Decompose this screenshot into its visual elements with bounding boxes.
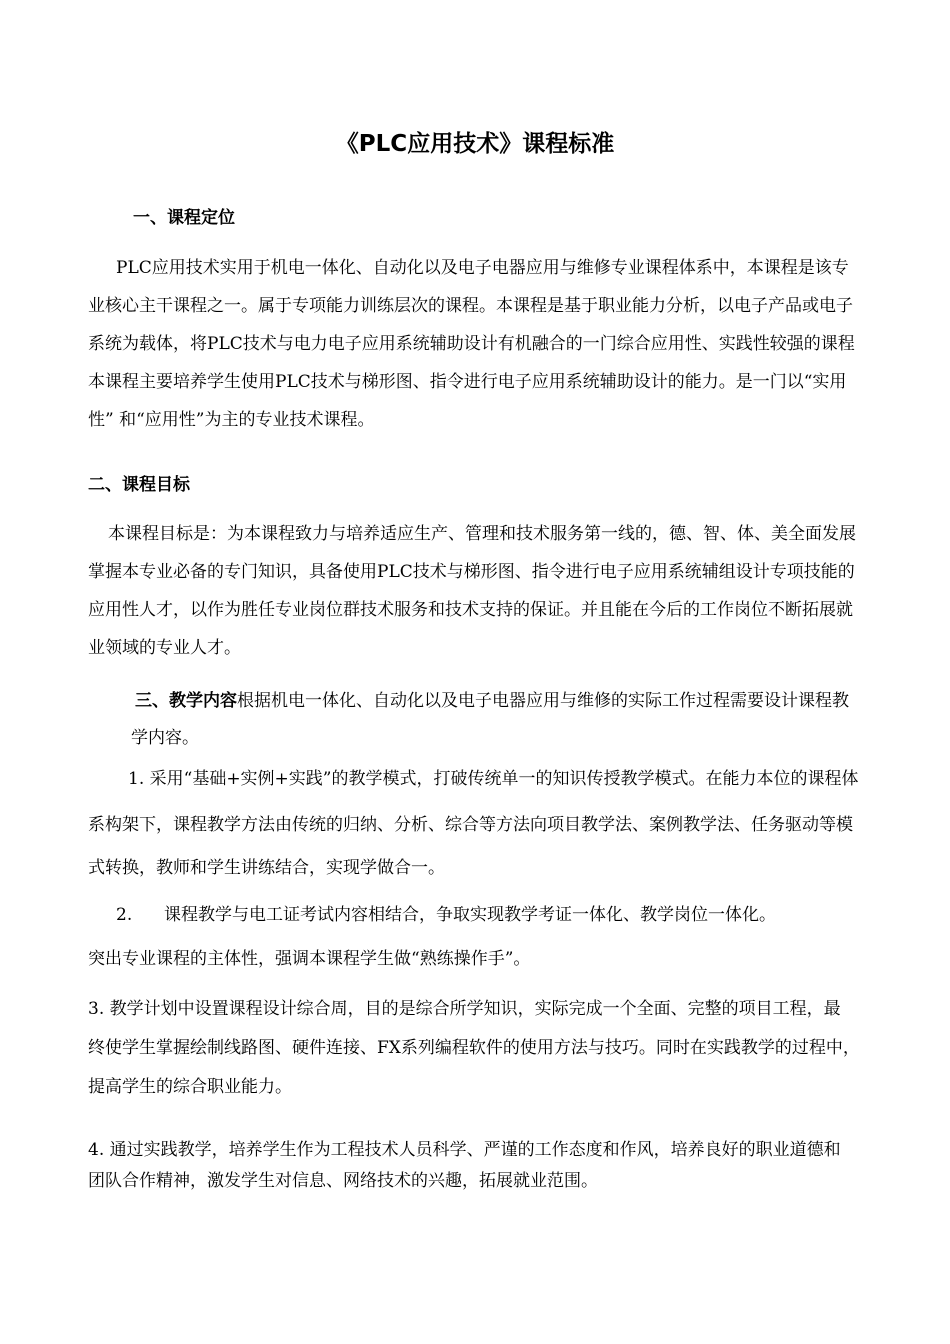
section-intro-text: 根据机电一体化、自动化以及电子电器应用与维修的实际工作过程需要设计课程教 [237,691,849,711]
list-item-3-line: 终使学生掌握绘制线路图、硬件连接、FX系列编程软件的使用方法与技巧。同时在实践教学的过程中， [88,1038,860,1058]
paragraph-line: 业领域的专业人才。 [88,638,241,658]
list-item-2-line: 突出专业课程的主体性，强调本课程学生做“熟练操作手”。 [88,949,531,969]
paragraph-line: 本课程主要培养学生使用PLC技术与梯形图、指令进行电子应用系统辅助设计的能力。是一门以“实用 [88,372,847,392]
list-item-1-line: 1. 采用“基础+实例+实践”的教学模式，打破传统单一的知识传授教学模式。在能力本位的课程体 [128,769,859,789]
paragraph-line: PLC应用技术实用于机电一体化、自动化以及电子电器应用与维修专业课程体系中，本课程是该专 [116,258,849,278]
document-title: 《PLC应用技术》课程标准 [335,131,615,157]
paragraph-line: 掌握本专业必备的专门知识，具备使用PLC技术与梯形图、指令进行电子应用系统辅组设计专项技能的 [88,562,855,582]
section-intro-line [135,690,948,712]
paragraph-line: 本课程目标是：为本课程致力与培养适应生产、管理和技术服务第一线的，德、智、体、美全面发展 [108,524,856,544]
paragraph-line: 系统为载体，将PLC技术与电力电子应用系统辅助设计有机融合的一门综合应用性、实践性较强的课程 [88,334,855,354]
section-heading-teaching-content: 三、教学内容 [135,691,237,711]
list-item-2-text: 课程教学与电工证考试内容相结合，争取实现教学考证一体化、教学岗位一体化。 [164,905,776,925]
list-item-4-line: 团队合作精神，激发学生对信息、网络技术的兴趣，拓展就业范围。 [88,1171,598,1191]
paragraph-line: 业核心主干课程之一。属于专项能力训练层次的课程。本课程是基于职业能力分析，以电子产品或电子 [88,296,853,316]
list-item-1-line: 式转换，教师和学生讲练结合，实现学做合一。 [88,858,445,878]
section-heading-course-position: 一、课程定位 [133,208,235,228]
list-item-2-number: 2. [116,905,133,925]
list-item-3-line: 3. 教学计划中设置课程设计综合周，目的是综合所学知识，实际完成一个全面、完整的项目工程，最 [88,999,841,1019]
section-intro-line: 学内容。 [131,728,199,748]
paragraph-line: 性” 和“应用性”为主的专业技术课程。 [88,410,375,430]
paragraph-line: 应用性人才，以作为胜任专业岗位群技术服务和技术支持的保证。并且能在今后的工作岗位不断拓展就 [88,600,853,620]
list-item-3-line: 提高学生的综合职业能力。 [88,1077,292,1097]
section-heading-course-goals: 二、课程目标 [88,475,190,495]
list-item-1-line: 系构架下，课程教学方法由传统的归纳、分析、综合等方法向项目教学法、案例教学法、任务驱动等模 [88,815,853,835]
list-item-4-line: 4. 通过实践教学，培养学生作为工程技术人员科学、严谨的工作态度和作风，培养良好的职业道德和 [88,1140,841,1160]
